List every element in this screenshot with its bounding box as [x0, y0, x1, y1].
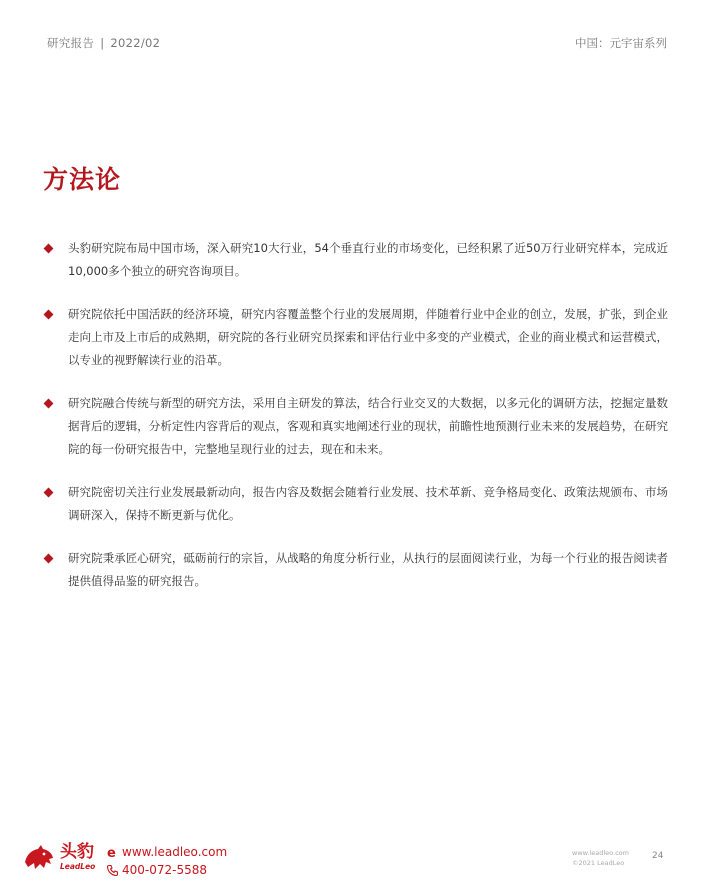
leopard-icon: [22, 840, 56, 874]
website-link[interactable]: www.leadleo.com: [122, 845, 228, 859]
footer-site-small: www.leadleo.com: [572, 849, 629, 857]
list-item: [43, 481, 668, 527]
website-row[interactable]: [106, 843, 227, 861]
web-icon: [106, 846, 119, 859]
list-item: [43, 237, 668, 283]
list-item-text: 研究院融合传统与新型的研究方法，采用自主研发的算法，结合行业交叉的大数据，以多元化的调研方法，挖掘定量数据背后的逻辑，分析定性内容背后的观点，客观和真实地阐述行业的现状，前瞻性地预测行业未来的发展趋势，在研究院的每一份研究报告中，完整地呈现行业的过去，现在和未来。: [68, 396, 668, 456]
leadleo-logo[interactable]: [22, 840, 95, 874]
report-type: 研究报告: [47, 36, 95, 50]
page-title: 方法论: [43, 165, 122, 194]
list-item: [43, 392, 668, 461]
logo-english-name: LeadLeo: [60, 862, 96, 871]
diamond-bullet-icon: [44, 399, 54, 409]
report-date: 2022/02: [110, 36, 161, 50]
list-item-text: 研究院依托中国活跃的经济环境，研究内容覆盖整个行业的发展周期，伴随着行业中企业的创立，发展，扩张，到企业走向上市及上市后的成熟期，研究院的各行业研究员探索和评估行业中多变的产业模式，企业的商业模式和运营模式，以专业的视野解读行业的沿革。: [68, 307, 668, 367]
header-divider: |: [100, 36, 105, 50]
methodology-list: [43, 237, 668, 613]
footer-copyright: [572, 848, 629, 868]
copyright-text: ©2021 LeadLeo: [572, 859, 625, 867]
list-item-text: 研究院密切关注行业发展最新动向，报告内容及数据会随着行业发展、技术革新、竞争格局变化、政策法规颁布、市场调研深入，保持不断更新与优化。: [68, 485, 668, 522]
list-item-text: 研究院秉承匠心研究，砥砺前行的宗旨，从战略的角度分析行业，从执行的层面阅读行业，为每一个行业的报告阅读者提供值得品鉴的研究报告。: [68, 551, 668, 588]
svg-text:e: e: [107, 845, 116, 859]
diamond-bullet-icon: [44, 310, 54, 320]
logo-chinese-name: 头豹: [60, 842, 94, 862]
page-number: 24: [652, 851, 664, 861]
list-item: [43, 547, 668, 593]
contact-info: [106, 843, 227, 879]
header-report-info: [47, 35, 160, 51]
phone-row: [106, 861, 227, 879]
report-series: 中国：元宇宙系列: [575, 36, 667, 50]
diamond-bullet-icon: [44, 554, 54, 564]
phone-number: 400-072-5588: [122, 863, 208, 877]
list-item: [43, 303, 668, 372]
phone-icon: [106, 864, 119, 877]
diamond-bullet-icon: [44, 488, 54, 498]
list-item-text: 头豹研究院布局中国市场，深入研究10大行业，54个垂直行业的市场变化，已经积累了近50万行业研究样本，完成近10,000多个独立的研究咨询项目。: [68, 241, 668, 278]
diamond-bullet-icon: [44, 244, 54, 254]
